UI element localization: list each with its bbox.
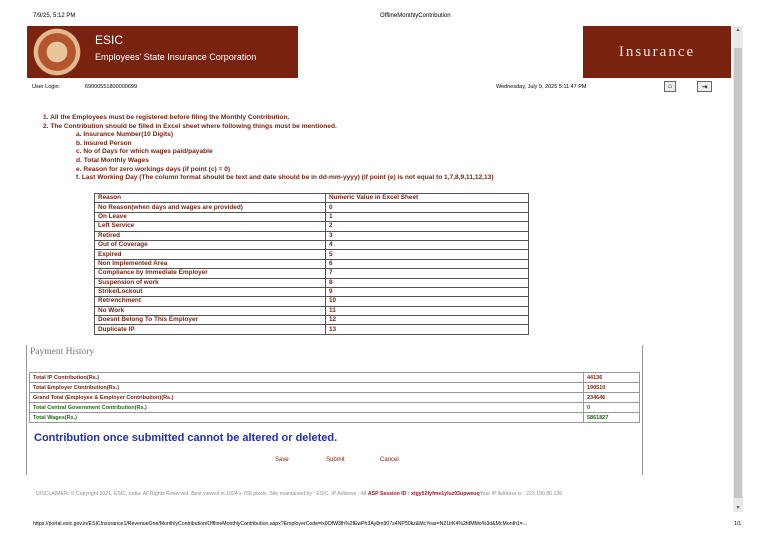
table-header-row — [95, 194, 529, 203]
ip-label: IP Address : 48. — [331, 491, 368, 497]
exit-icon[interactable]: ⇥ — [697, 81, 712, 92]
submission-warning: Contribution once submitted cannot be altered or deleted. — [34, 432, 338, 444]
instructions — [43, 114, 494, 183]
table-row — [95, 250, 529, 259]
code-cell: 7 — [326, 269, 529, 278]
print-datetime: 7/9/25, 5:12 PM — [33, 13, 76, 19]
code-cell: 8 — [326, 278, 529, 287]
instruction-item: e. Reason for zero workings days (if point (c) = 0) — [76, 165, 231, 173]
instruction-2: 2. The Contribution should be filled in Excel sheet where following things must be mentioned. — [43, 122, 337, 130]
reason-cell: Left Service — [95, 222, 326, 231]
reason-cell: Expired — [95, 250, 326, 259]
table-row — [95, 259, 529, 268]
table-row — [95, 212, 529, 221]
code-cell: 9 — [326, 287, 529, 296]
insurance-banner: Insurance — [583, 26, 731, 78]
brand-title: ESIC — [95, 33, 124, 47]
payment-value: 5861827 — [584, 413, 640, 423]
code-cell: 2 — [326, 222, 529, 231]
code-cell: 1 — [326, 212, 529, 221]
reason-cell: Out of Coverage — [95, 240, 326, 249]
table-row — [95, 287, 529, 296]
your-ip: Your IP Address is : 223.190.86.136 — [479, 491, 563, 497]
reason-cell: No Work — [95, 306, 326, 315]
payment-label: Total Central Government Contribution(Rs.) — [30, 403, 584, 413]
table-row — [30, 413, 640, 423]
reason-cell: Non Implemented Area — [95, 259, 326, 268]
code-cell: 3 — [326, 231, 529, 240]
column-header: Reason — [95, 194, 326, 203]
reason-cell: Suspension of work — [95, 278, 326, 287]
reason-cell: Duplicate IP — [95, 325, 326, 334]
payment-value: 190510 — [584, 383, 640, 393]
home-icon[interactable]: ⌂ — [664, 81, 676, 92]
submit-button[interactable]: Submit — [326, 457, 345, 463]
table-row — [30, 393, 640, 403]
reason-cell: Retired — [95, 231, 326, 240]
reason-cell: Retrenchment — [95, 297, 326, 306]
instruction-item: b. Insured Person — [76, 139, 132, 147]
code-cell: 10 — [326, 297, 529, 306]
reason-code-table — [94, 193, 529, 335]
payment-summary-table — [29, 372, 640, 423]
brand-subtitle: Employees' State Insurance Corporation — [95, 52, 257, 62]
reason-cell: On Leave — [95, 212, 326, 221]
cancel-button[interactable]: Cancel — [380, 457, 399, 463]
disclaimer — [36, 491, 562, 497]
column-header: Numeric Value in Excel Sheet — [326, 194, 529, 203]
table-row — [30, 383, 640, 393]
table-row — [95, 203, 529, 212]
table-row — [95, 325, 529, 334]
payment-label: Total IP Contribution(Rs.) — [30, 373, 584, 383]
payment-history-title: Payment History — [30, 347, 95, 357]
instruction-item: d. Total Monthly Wages — [76, 156, 149, 164]
code-cell: 11 — [326, 306, 529, 315]
user-login-label: User Login: — [32, 84, 61, 90]
code-cell: 6 — [326, 259, 529, 268]
table-row — [95, 269, 529, 278]
scroll-down-icon[interactable]: ▼ — [735, 505, 741, 511]
instruction-item: c. No of Days for which wages paid/payable — [76, 148, 213, 156]
table-row — [95, 222, 529, 231]
instruction-item: a. Insurance Number(10 Digits) — [76, 131, 174, 139]
payment-label: Grand Total (Employee & Employer Contribution)(Rs.) — [30, 393, 584, 403]
code-cell: 13 — [326, 325, 529, 334]
payment-label: Total Wages(Rs.) — [30, 413, 584, 423]
table-row — [30, 403, 640, 413]
reason-cell: Strike/Lockout — [95, 287, 326, 296]
table-row — [95, 278, 529, 287]
payment-value: 234646 — [584, 393, 640, 403]
esic-banner — [27, 26, 298, 78]
page-number: 1/1 — [734, 521, 742, 527]
payment-label: Total Employer Contribution(Rs.) — [30, 383, 584, 393]
code-cell: 5 — [326, 250, 529, 259]
code-cell: 12 — [326, 316, 529, 325]
table-row — [95, 306, 529, 315]
disclaimer-text: DISCLAIMER: © Copyright 2021, ESIC, India. All Rights Reserved. Best viewed in 1024 x 768 pixels, Site maintained by : ESIC. — [36, 491, 330, 497]
reason-cell: Compliance by Immediate Employer — [95, 269, 326, 278]
print-url: https://portal.esic.gov.in/ESICInsurance1/RevenueOne/MonthlyContribution/OfflineMonthlyContribution.aspx?EmployerCode=lx0OfW3lh%2fEwPh3Ay8m907s4NP50kz&McYear=NZUrK4%2fdMMo%3d&McMonth1=... — [33, 521, 528, 527]
instruction-1: 1. All the Employees must be registered before filing the Monthly Contribution. — [43, 114, 290, 121]
reason-cell: No Reason(when days and wages are provided) — [95, 203, 326, 212]
scroll-up-icon[interactable]: ▲ — [735, 27, 741, 33]
payment-value: 0 — [584, 403, 640, 413]
save-button[interactable]: Save — [275, 457, 289, 463]
table-row — [30, 373, 640, 383]
session-id: ASP Session ID : xtgy52fyfme1yluz03upweuq — [367, 491, 480, 497]
code-cell: 0 — [326, 203, 529, 212]
scroll-thumb[interactable] — [734, 48, 742, 498]
table-row — [95, 240, 529, 249]
current-datetime: Wednesday, July 9, 2025 5:11:47 PM — [496, 84, 587, 90]
table-row — [95, 231, 529, 240]
reason-cell: Doesnt Belong To This Employer — [95, 316, 326, 325]
table-row — [95, 297, 529, 306]
payment-value: 44136 — [584, 373, 640, 383]
esic-logo-icon — [33, 28, 81, 76]
print-page-title: OfflineMonthlyContribution — [380, 13, 451, 19]
instruction-item: f. Last Working Day (The column format should be text and date should be in dd-mm-yyyy) (if point (e) is not equal to 1,7,8,9,11,12,13) — [76, 174, 494, 182]
table-row — [95, 316, 529, 325]
user-login-id: 69000551800000699 — [85, 84, 138, 90]
vertical-scrollbar[interactable] — [733, 26, 743, 512]
code-cell: 4 — [326, 240, 529, 249]
